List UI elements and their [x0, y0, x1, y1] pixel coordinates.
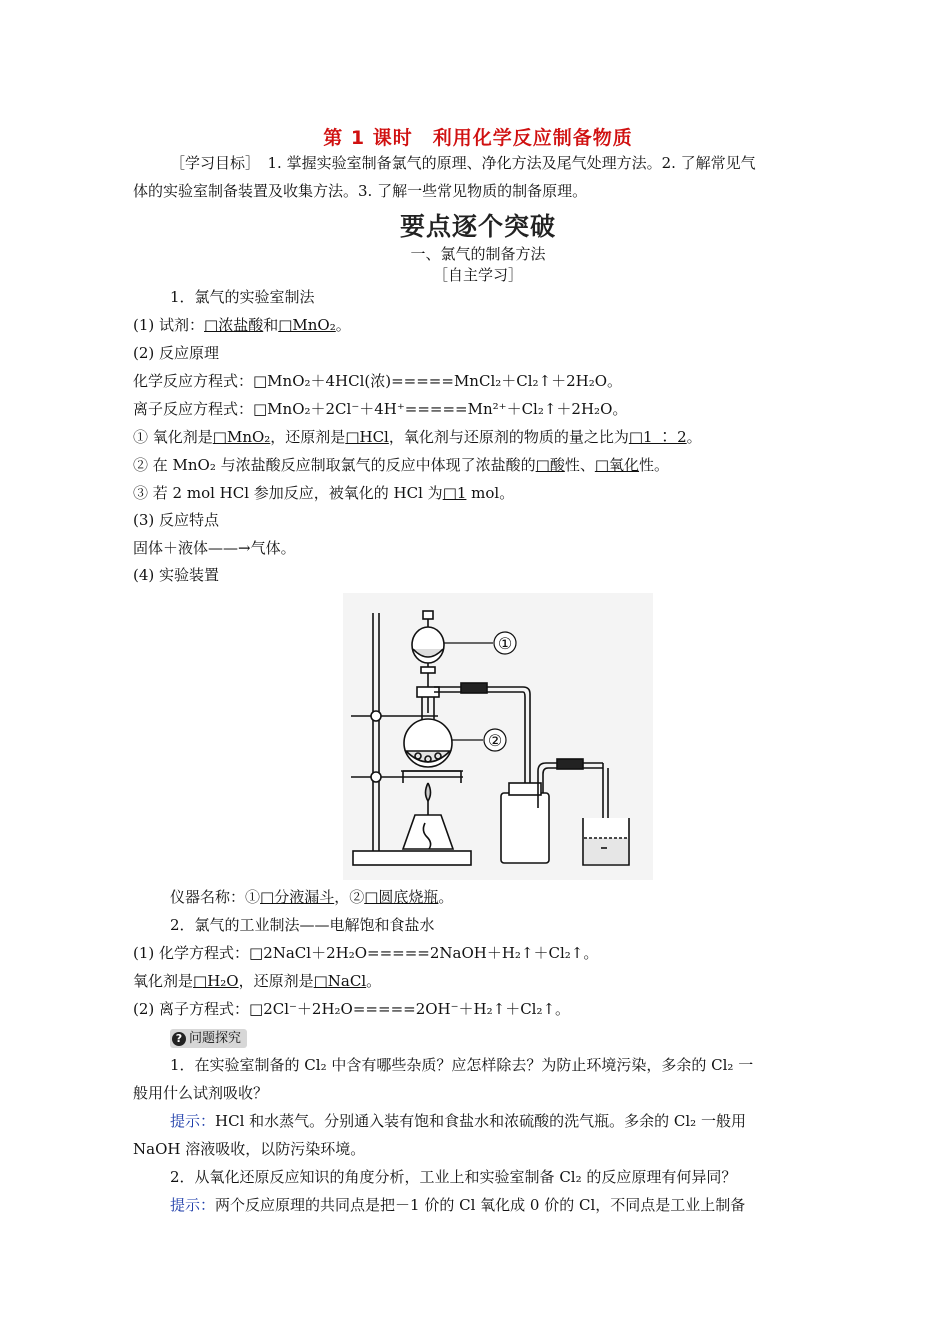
- oxidized-amount-answer: □1: [442, 484, 467, 502]
- acidity-answer: □酸: [535, 456, 565, 474]
- subsection-title: 一、氯气的制备方法: [410, 245, 546, 263]
- label-funnel: ①: [497, 634, 513, 653]
- explore-badge: [170, 1029, 247, 1048]
- industrial-equation: (1) 化学方程式：□2NaCl＋2H₂O=====2NaOH＋H₂↑＋Cl₂↑。: [133, 944, 599, 962]
- lesson-title: 第 1 课时 利用化学反应制备物质: [323, 127, 633, 149]
- reagents-line: [133, 315, 823, 335]
- reducing-answer: □氧化: [594, 456, 640, 474]
- answer-1-line-1: [170, 1111, 860, 1131]
- chemical-equation: 化学反应方程式：□MnO₂＋4HCl(浓)=====MnCl₂＋Cl₂↑＋2H₂O。: [133, 372, 623, 390]
- point1-text-b: ，还原剂是: [270, 428, 346, 446]
- self-study-label: ［自主学习］: [432, 266, 523, 284]
- ox-text-c: 。: [366, 972, 382, 990]
- question-1-line-2: 般用什么试剂吸收？: [133, 1084, 269, 1102]
- question-1-line-1: 1．在实验室制备的 Cl₂ 中含有哪些杂质？应怎样除去？为防止环境污染，多余的 Cl₂ 一: [170, 1056, 754, 1074]
- instr-text-b: ，②: [334, 888, 365, 906]
- industrial-ion-equation: (2) 离子方程式：□2Cl⁻＋2H₂O=====2OH⁻＋H₂↑＋Cl₂↑。: [133, 1000, 571, 1018]
- oxidant-answer: □MnO₂: [212, 428, 271, 446]
- ratio-answer: □1 ∶ 2: [628, 428, 687, 446]
- ionic-equation: 离子反应方程式：□MnO₂＋2Cl⁻＋4H⁺=====Mn²⁺＋Cl₂↑＋2H₂O。: [133, 400, 628, 418]
- explore-label: 问题探究: [189, 1031, 242, 1046]
- funnel-answer: □分液漏斗: [260, 888, 335, 906]
- answer-2: [170, 1195, 860, 1215]
- instrument-names: [170, 887, 860, 907]
- answer-2-text: 两个反应原理的共同点是把－1 价的 Cl 氧化成 0 价的 Cl，不同点是工业上制备: [215, 1196, 746, 1214]
- item1-heading: 1．氯气的实验室制法: [170, 288, 315, 306]
- reductant-answer: □HCl: [345, 428, 389, 446]
- point-2: [133, 455, 823, 475]
- point-3: [133, 483, 823, 503]
- objectives-line-2: 体的实验室制备装置及收集方法。3. 了解一些常见物质的制备原理。: [133, 182, 588, 200]
- industrial-redox: [133, 971, 823, 991]
- answer-1-text: HCl 和水蒸气。分别通入装有饱和食盐水和浓硫酸的洗气瓶。多余的 Cl₂ 一般用: [215, 1112, 746, 1130]
- point-1: [133, 427, 823, 447]
- ox-text-a: 氧化剂是: [133, 972, 194, 990]
- objectives-line-1: ［学习目标］ 1. 掌握实验室制备氯气的原理、净化方法及尾气处理方法。2. 了解常见气: [170, 154, 756, 172]
- features-text: 固体＋液体——→气体。: [133, 539, 296, 557]
- point1-text-d: 。: [686, 428, 702, 446]
- industrial-reductant-answer: □NaCl: [313, 972, 367, 990]
- instr-text-a: 仪器名称：①: [170, 888, 261, 906]
- point1-text-a: ① 氧化剂是: [133, 428, 213, 446]
- instr-text-c: 。: [438, 888, 454, 906]
- principle-heading: (2) 反应原理: [133, 344, 220, 362]
- features-heading: (3) 反应特点: [133, 511, 220, 529]
- point1-text-c: ，氧化剂与还原剂的物质的量之比为: [388, 428, 629, 446]
- and-word: 和: [263, 316, 279, 334]
- apparatus-heading: (4) 实验装置: [133, 566, 220, 584]
- reagent-hcl: □浓盐酸: [204, 316, 264, 334]
- reagent-mno2: □MnO₂: [278, 316, 336, 334]
- point2-text-c: 性。: [639, 456, 670, 474]
- point3-text-a: ③ 若 2 mol HCl 参加反应，被氧化的 HCl 为: [133, 484, 443, 502]
- point2-text-a: ② 在 MnO₂ 与浓盐酸反应制取氯气的反应中体现了浓盐酸的: [133, 456, 536, 474]
- section-title: 要点逐个突破: [399, 212, 556, 241]
- hint-label-2: 提示：: [170, 1196, 216, 1214]
- label-flask: ②: [487, 731, 503, 750]
- apparatus-diagram: [343, 593, 653, 880]
- question-2: 2．从氧化还原反应知识的角度分析，工业上和实验室制备 Cl₂ 的反应原理有何异同？: [170, 1168, 737, 1186]
- item2-heading: 2．氯气的工业制法——电解饱和食盐水: [170, 916, 435, 934]
- period: 。: [335, 316, 351, 334]
- flask-answer: □圆底烧瓶: [364, 888, 439, 906]
- industrial-oxidant-answer: □H₂O: [193, 972, 239, 990]
- question-icon: ?: [172, 1032, 186, 1046]
- ox-text-b: ，还原剂是: [238, 972, 314, 990]
- point2-text-b: 性、: [564, 456, 595, 474]
- answer-1-line-2: NaOH 溶液吸收，以防污染环境。: [133, 1140, 366, 1158]
- hint-label: 提示：: [170, 1112, 216, 1130]
- point3-text-b: mol。: [466, 484, 515, 502]
- reagents-prefix: (1) 试剂：: [133, 316, 205, 334]
